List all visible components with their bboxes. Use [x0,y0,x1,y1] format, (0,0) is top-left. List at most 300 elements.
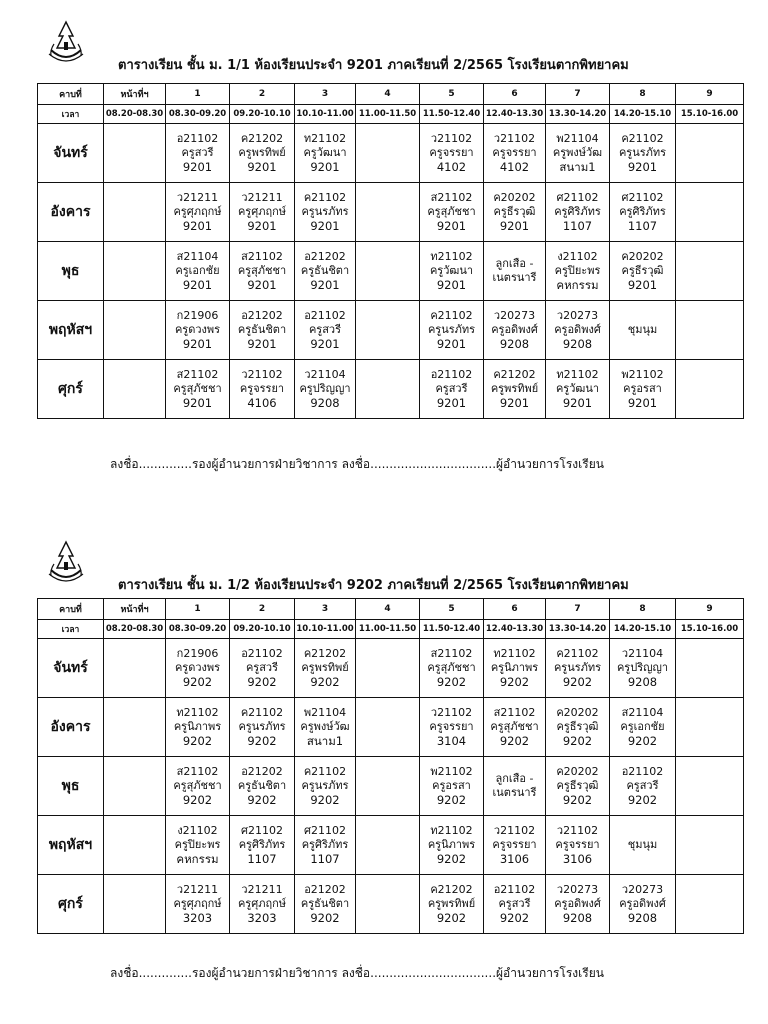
class-cell-line: ครูพรทิพย์ [238,146,286,159]
class-cell-line: 9202 [436,675,467,689]
class-cell-line: 9202 [499,911,530,925]
class-cell-line: ครูนิภาพร [173,720,222,733]
class-cell-line: ครูธันชิตา [300,264,350,277]
class-cell-line: อ21102 [430,368,473,381]
class-cell-line: 9201 [436,278,467,292]
class-cell-line: ส21102 [493,706,536,719]
period-header-cell: 6 [484,599,546,620]
class-cell-line: ครูพงษ์วัฒ [300,720,350,733]
class-cell [230,360,295,419]
class-cell [104,242,166,301]
class-cell-line: ครูอดิพงศ์ [491,323,538,336]
class-cell [420,816,484,875]
period-header-cell: 1 [166,599,230,620]
class-cell-line: ว21102 [493,132,536,145]
class-cell-line: 9201 [436,219,467,233]
class-cell-line: สนาม1 [306,734,344,748]
class-cell [484,757,546,816]
class-cell [356,301,420,360]
class-cell-line: ว21102 [556,824,599,837]
class-cell [420,242,484,301]
class-cell-line: 9201 [247,219,277,233]
day-row [38,360,744,419]
class-cell-line: ครูสวรี [245,661,279,674]
class-cell-line: ค20202 [556,706,599,719]
class-cell-line: 9208 [310,396,340,410]
time-row [38,105,744,124]
period-header-cell: 9 [676,84,744,105]
class-cell [166,242,230,301]
class-cell [104,875,166,934]
class-cell-line: 9201 [627,278,658,292]
class-cell [166,698,230,757]
class-cell [295,124,356,183]
class-cell [546,816,610,875]
class-cell-line: ครูนรภัทร [618,146,667,159]
class-cell-line: ว21211 [176,191,219,204]
class-cell [546,757,610,816]
class-cell-line: 4102 [436,160,467,174]
class-cell [676,698,744,757]
class-cell [610,183,676,242]
class-cell-line: ศ21102 [621,191,664,204]
class-cell [420,698,484,757]
class-cell-line: ครูปิยะพร [174,838,221,851]
class-cell [610,875,676,934]
class-cell-line: 9201 [499,219,530,233]
class-cell [295,183,356,242]
time-cell: 12.40-13.30 [484,620,546,639]
class-cell [230,124,295,183]
class-cell [546,242,610,301]
class-cell-line: ครูธีรวุฒิ [556,779,599,792]
class-cell [420,124,484,183]
class-cell-line: 9202 [499,734,530,748]
class-cell-line: อ21202 [304,250,346,263]
class-cell-line: ครูสุภัชชา [173,779,222,792]
class-cell-line: ว20273 [556,309,599,322]
class-cell-line: ส21102 [176,765,219,778]
class-cell-line: 9202 [182,793,213,807]
class-cell-line: ครูจรรยา [555,838,600,851]
day-name: ศุกร์ [38,875,104,934]
class-cell [295,639,356,698]
class-cell [546,698,610,757]
class-cell-line: ชุมนุม [627,323,658,336]
class-cell [676,183,744,242]
class-cell [166,301,230,360]
class-cell [356,757,420,816]
class-cell-line: ครูศิริภัทร [301,838,349,851]
class-cell-line: ส21102 [176,368,219,381]
day-name: พุธ [38,757,104,816]
class-cell-line: ครูสวรี [181,146,214,159]
class-cell-line: 9201 [310,160,340,174]
class-cell-line: ครูจรรยา [429,720,474,733]
class-cell-line: พ21104 [303,706,347,719]
class-cell [166,875,230,934]
class-cell-line: 9201 [247,278,277,292]
time-row [38,620,744,639]
time-cell: 10.10-11.00 [295,105,356,124]
class-cell-line: ครูพรทิพย์ [301,661,349,674]
class-cell-line: ค21102 [430,309,473,322]
class-cell-line: 9201 [436,337,467,351]
timetable [37,598,744,934]
class-cell-line: อ21102 [241,647,283,660]
class-cell-line: 1107 [247,852,277,866]
class-cell [356,698,420,757]
class-cell-line: ครูธันชิตา [237,779,287,792]
class-cell-line: ค21102 [621,132,664,145]
class-cell-line: 9208 [499,337,530,351]
class-cell [104,816,166,875]
class-cell-line: ค21102 [303,765,347,778]
class-cell-line: ครูสุภัชชา [237,264,287,277]
class-cell-line: ครูสุภัชชา [173,382,222,395]
day-name: จันทร์ [38,639,104,698]
class-cell [676,124,744,183]
class-cell-line: 9202 [310,911,340,925]
class-cell [230,757,295,816]
class-cell [104,698,166,757]
class-cell-line: พ21102 [621,368,664,381]
timetable-title: ตารางเรียน ชั้น ม. 1/2 ห้องเรียนประจำ 9202 ภาคเรียนที่ 2/2565 โรงเรียนตากพิทยาคม [118,578,629,593]
class-cell [356,124,420,183]
class-cell [230,242,295,301]
class-cell [295,242,356,301]
class-cell-line: พ21104 [556,132,599,145]
class-cell-line: 9201 [310,219,340,233]
class-cell-line: ว21104 [621,647,664,660]
class-cell-line: ครูปริญญา [616,661,669,674]
class-cell [484,639,546,698]
class-cell-line: 9202 [310,793,340,807]
class-cell-line: 9201 [499,396,530,410]
class-cell-line: ศ21102 [304,824,346,837]
class-cell [166,757,230,816]
class-cell-line: ลูกเสือ - [495,772,534,785]
class-cell-line: 9202 [627,793,658,807]
class-cell-line: ค21202 [240,132,284,145]
class-cell [546,183,610,242]
class-cell-line: 9202 [182,734,213,748]
class-cell-line: ว20273 [493,309,536,322]
class-cell-line: ท21102 [430,824,473,837]
class-cell-line: ค20202 [556,765,599,778]
class-cell [676,757,744,816]
class-cell-line: ครูนิภาพร [490,661,539,674]
class-cell [104,360,166,419]
time-label: เวลา [38,105,104,124]
class-cell-line: ครูพงษ์วัฒ [552,146,603,159]
time-cell: 15.10-16.00 [676,105,744,124]
class-cell [104,301,166,360]
class-cell-line: ครูนรภัทร [553,661,602,674]
class-cell-line: 9202 [436,911,467,925]
school-emblem-icon [46,20,86,66]
class-cell [356,875,420,934]
period-header-cell: 6 [484,84,546,105]
class-cell-line: ครูธีรวุฒิ [493,205,536,218]
class-cell [420,360,484,419]
day-name: จันทร์ [38,124,104,183]
class-cell-line: ครูจรรยา [492,146,537,159]
class-cell-line: ครูนรภัทร [301,779,349,792]
class-cell-line: ครูอรสา [623,382,662,395]
class-cell [356,639,420,698]
class-cell-line: 3104 [436,734,467,748]
class-cell-line: 9201 [182,396,213,410]
time-cell: 08.30-09.20 [166,105,230,124]
class-cell-line: ครูสวรี [498,897,531,910]
class-cell-line: ครูปิยะพร [554,264,601,277]
class-cell [356,360,420,419]
class-cell-line: ค20202 [621,250,664,263]
time-cell: 11.00-11.50 [356,620,420,639]
class-cell [676,875,744,934]
class-cell-line: ครูธีรวุฒิ [621,264,664,277]
class-cell [166,360,230,419]
period-header-cell: 8 [610,84,676,105]
class-cell-line: ครูอดิพงศ์ [619,897,666,910]
period-header-cell: 3 [295,84,356,105]
period-header-cell: 8 [610,599,676,620]
class-cell [610,242,676,301]
class-cell-line: 9201 [182,160,213,174]
signature-line: ลงชื่อ..............รองผู้อำนวยการฝ่ายวิชาการ ลงชื่อ.................................ผู้อำนวยการโรงเรียน [110,457,604,471]
class-cell-line: 9202 [499,675,530,689]
day-name: ศุกร์ [38,360,104,419]
class-cell-line: ศ21102 [556,191,599,204]
class-cell-line: ครูจรรยา [492,838,537,851]
day-row [38,816,744,875]
class-cell-line: อ21202 [304,883,346,896]
class-cell-line: 9202 [247,793,277,807]
class-cell-line: ส21104 [176,250,219,263]
class-cell [295,757,356,816]
class-cell [484,124,546,183]
class-cell [356,242,420,301]
period-header-cell: 7 [546,599,610,620]
time-cell: 13.30-14.20 [546,105,610,124]
class-cell-line: 9202 [247,675,277,689]
class-cell-line: ครูพรทิพย์ [490,382,539,395]
class-cell-line: 9201 [182,219,213,233]
class-cell-line: ครูนิภาพร [427,838,476,851]
class-cell-line: ครูดวงพร [174,323,221,336]
class-cell [104,639,166,698]
class-cell [420,757,484,816]
class-cell-line: 1107 [627,219,658,233]
class-cell [166,639,230,698]
class-cell [484,816,546,875]
class-cell-line: ครูศิริภัทร [619,205,666,218]
class-cell-line: ครูศิริภัทร [554,205,601,218]
day-name: พฤหัสฯ [38,301,104,360]
period-header-cell: หน้าที่ฯ [104,84,166,105]
class-cell-line: ครูสวรี [626,779,659,792]
period-header-cell: 5 [420,84,484,105]
period-header-cell: 5 [420,599,484,620]
class-cell-line: ครูวัฒนา [303,146,347,159]
day-row [38,757,744,816]
class-cell-line: 9202 [310,675,340,689]
class-cell-line: ครูนรภัทร [301,205,349,218]
class-cell-line: ว20273 [556,883,599,896]
class-cell-line: 3106 [562,852,593,866]
class-cell [420,301,484,360]
signature-line: ลงชื่อ..............รองผู้อำนวยการฝ่ายวิชาการ ลงชื่อ.................................ผู้อำนวยการโรงเรียน [110,966,604,980]
class-cell [610,698,676,757]
class-cell-line: ครูธีรวุฒิ [556,720,599,733]
class-cell-line: ส21102 [430,647,473,660]
class-cell-line: ครูสุภัชชา [490,720,539,733]
class-cell-line: ครูปริญญา [299,382,351,395]
class-cell [420,875,484,934]
class-cell-line: 9201 [436,396,467,410]
class-cell-line: อ21102 [493,883,536,896]
class-cell-line: 9208 [562,337,593,351]
class-cell [676,360,744,419]
class-cell [546,360,610,419]
class-cell-line: 9202 [562,793,593,807]
class-cell-line: อ21202 [241,309,283,322]
period-header-cell: 4 [356,599,420,620]
class-cell [230,698,295,757]
class-cell-line: 3203 [182,911,213,925]
day-row [38,124,744,183]
class-cell [610,757,676,816]
class-cell-line: ก21906 [176,647,219,660]
class-cell-line: ง21102 [177,824,218,837]
period-header-row [38,84,744,105]
class-cell [295,816,356,875]
class-cell [610,301,676,360]
day-row [38,639,744,698]
day-name: พุธ [38,242,104,301]
class-cell [610,816,676,875]
class-cell-line: ครูธันชิตา [237,323,287,336]
class-cell-line: ครูเอกชัย [175,264,220,277]
day-row [38,875,744,934]
class-cell-line: ครูสุภัชชา [427,661,476,674]
class-cell-line: ง21102 [557,250,598,263]
class-cell-line: ครูอดิพงศ์ [554,323,601,336]
class-cell [420,639,484,698]
class-cell-line: 9202 [436,852,467,866]
time-cell: 09.20-10.10 [230,620,295,639]
class-cell-line: 1107 [562,219,593,233]
class-cell [676,301,744,360]
period-header-cell: 2 [230,84,295,105]
class-cell-line: ครูศุภฤกษ์ [173,897,222,910]
time-cell: 14.20-15.10 [610,620,676,639]
class-cell-line: 4102 [499,160,530,174]
class-cell-line: ครูธันชิตา [300,897,350,910]
class-cell [610,360,676,419]
class-cell [484,360,546,419]
time-cell: 14.20-15.10 [610,105,676,124]
period-header-cell: 1 [166,84,230,105]
class-cell-line: ศ21102 [241,824,283,837]
class-cell-line: 9208 [627,675,658,689]
period-header-cell: คาบที่ [38,84,104,105]
time-cell: 08.30-09.20 [166,620,230,639]
class-cell [230,816,295,875]
class-cell-line: ท21102 [493,647,536,660]
class-cell [546,639,610,698]
class-cell [676,242,744,301]
class-cell [166,124,230,183]
class-cell-line: ส21102 [241,250,283,263]
class-cell-line: ค21102 [303,191,347,204]
class-cell [104,183,166,242]
class-cell-line: ครูดวงพร [174,661,221,674]
class-cell-line: 9202 [436,793,467,807]
class-cell-line: ว21211 [241,883,283,896]
class-cell [420,183,484,242]
class-cell [546,301,610,360]
class-cell-line: ค21202 [493,368,536,381]
class-cell-line: คหกรรม [176,852,219,866]
period-header-cell: 4 [356,84,420,105]
class-cell [676,639,744,698]
class-cell-line: 9201 [310,337,340,351]
class-cell [356,816,420,875]
period-header-cell: 3 [295,599,356,620]
class-cell [230,183,295,242]
class-cell-line: ครูวัฒนา [555,382,600,395]
class-cell-line: ค21202 [430,883,473,896]
period-header-cell: 9 [676,599,744,620]
class-cell-line: ครูพรทิพย์ [427,897,476,910]
period-header-cell: คาบที่ [38,599,104,620]
class-cell-line: ครูสวรี [308,323,342,336]
day-row [38,301,744,360]
time-cell: 15.10-16.00 [676,620,744,639]
class-cell-line: 3106 [499,852,530,866]
class-cell-line: ค21202 [303,647,347,660]
class-cell-line: ว20273 [621,883,664,896]
class-cell [104,757,166,816]
period-header-cell: 2 [230,599,295,620]
period-header-cell: หน้าที่ฯ [104,599,166,620]
class-cell-line: 4106 [247,396,277,410]
day-row [38,183,744,242]
time-cell: 11.50-12.40 [420,105,484,124]
time-cell: 10.10-11.00 [295,620,356,639]
class-cell-line: ว21102 [493,824,536,837]
class-cell [356,183,420,242]
class-cell-line: ครูศุภฤกษ์ [173,205,222,218]
class-cell [484,301,546,360]
class-cell-line: ท21102 [430,250,473,263]
class-cell-line: 9201 [627,396,658,410]
class-cell-line: ครูสวรี [435,382,468,395]
class-cell [546,875,610,934]
class-cell-line: ท21102 [556,368,599,381]
class-cell-line: อ21102 [176,132,219,145]
class-cell [230,639,295,698]
class-cell-line: เนตรนารี [492,271,537,284]
class-cell-line: ครูจรรยา [429,146,474,159]
class-cell-line: 9202 [627,734,658,748]
class-cell-line: ว21104 [304,368,346,381]
day-name: อังคาร [38,698,104,757]
school-emblem-icon [46,540,86,586]
time-cell: 09.20-10.10 [230,105,295,124]
